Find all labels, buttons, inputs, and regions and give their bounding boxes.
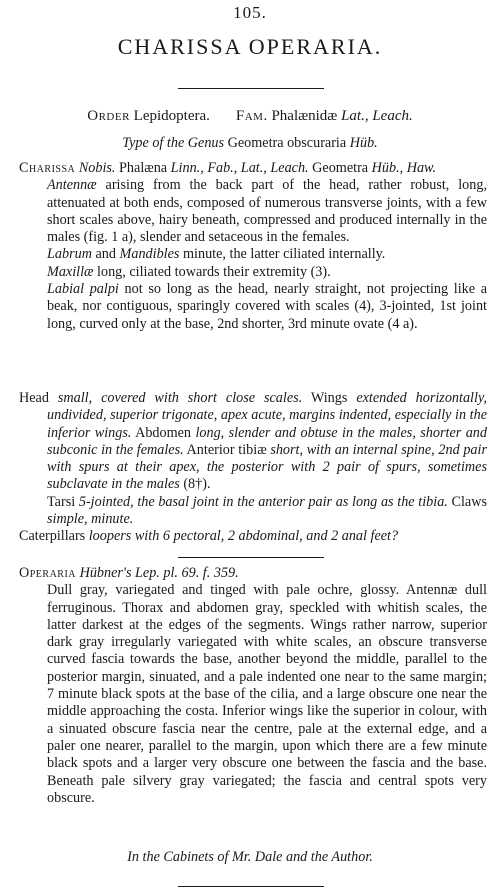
palpi-text: not so long as the head, nearly straight, not projecting like a beak, nor contiguous, sparingly covered with scales (4), 3-jointed, 1st joint long, curved only at the base, 2nd shorter, 3rd minute ovate (4 a). <box>47 281 487 332</box>
tibiae-label: Anterior tibiæ <box>183 441 267 458</box>
species-reference: Hübner's Lep. pl. 69. f. 359. <box>76 565 239 581</box>
maxillae-term: Maxillæ <box>47 263 94 280</box>
head-text: small, covered with short close scales. <box>48 390 303 406</box>
claws-label: Claws <box>447 493 487 510</box>
caterpillar-label: Caterpillars <box>19 528 86 545</box>
family-authors: Lat., Leach. <box>341 108 413 124</box>
family-value: Phalænidæ <box>271 108 338 124</box>
caterpillar-text: loopers with 6 pectoral, 2 abdominal, and 2 anal feet? <box>85 528 399 545</box>
labrum-term: Labrum <box>47 246 92 263</box>
bottom-divider <box>178 886 324 887</box>
genus-author: Nobis. <box>78 160 116 176</box>
mandibles-text: minute, the latter ciliated internally. <box>179 246 386 263</box>
claws-text: simple, minute. <box>47 511 134 528</box>
type-species: Geometra obscuraria <box>227 135 347 151</box>
order-label: Order <box>87 108 130 124</box>
genus-characters <box>19 160 487 333</box>
labrum-paragraph <box>47 246 487 263</box>
head-characters <box>19 390 487 546</box>
antennae-paragraph <box>47 177 487 246</box>
synonym-geometra-authors: Hüb., Haw. <box>371 160 437 176</box>
tibiae-text: short, with an internal spine, 2nd pair with spurs at their apex, the posterior with 2 pair of spurs, sometimes subclavate in the males <box>47 441 487 493</box>
wings-text: extended horizontally, undivided, superior trigonate, apex acute, margins indented, especially in the inferior wings. <box>47 390 487 441</box>
type-of-genus-line <box>0 135 500 152</box>
abdomen-label: Abdomen <box>131 424 192 441</box>
species-heading <box>19 565 487 582</box>
species-description-text: Dull gray, variegated and tinged with pale ochre, glossy. Antennæ dull ferruginous. Thorax and abdomen gray, speckled with whitish scales, the latter darkest at the edges of the segments. Wings rather narrow, superior dark gray irregularly variegated with white scales, an obscure transverse curved fascia towards the base, another beyond the middle, parallel to the posterior margin, sinuated, and a pale indented one near to the same margin; 7 minute black spots at the base of the cilia, and a large obscure one near the middle approaching the costa. Inferior wings like the superior in colour, with a sinuated obscure fascia near the centre, pale at the external edge, and a paler one nearer, parallel to the margin, upon which there are a few minute black spots and a larger very obscure one between the fascia and the base. Beneath pale silvery gray variegated; the fascia and central spots very obscure. <box>47 582 487 806</box>
abdomen-text: long, slender and obtuse in the males, shorter and subconic in the females. <box>47 424 487 458</box>
page-number: 105. <box>233 3 267 22</box>
tarsi-paragraph <box>47 494 487 529</box>
type-prefix: Type of the Genus <box>122 135 225 151</box>
palpi-term: Labial palpi <box>47 281 119 298</box>
maxillae-text: long, ciliated towards their extremity (3). <box>93 263 331 280</box>
family-label: Fam. <box>235 108 268 124</box>
wings-label: Wings <box>302 390 348 406</box>
caterpillar-paragraph <box>19 528 487 545</box>
genus-name: Charissa <box>19 160 76 176</box>
tarsi-text: 5-jointed, the basal joint in the anterior pair as long as the tibia. <box>75 493 448 510</box>
page-title: CHARISSA OPERARIA. <box>117 34 383 59</box>
tibiae-figure-ref: (8†). <box>179 476 211 493</box>
synonym-phalaena: Phalæna <box>115 160 171 176</box>
species-description <box>19 565 487 807</box>
antennae-text: arising from the back part of the head, rather robust, long, attenuated at both ends, composed of numerous transverse joints, with a few short scales above, hairy beneath, compressed and produced internally in the males (fig. 1 a), slender and setaceous in the females. <box>47 177 487 246</box>
type-author: Hüb. <box>349 135 378 151</box>
antennae-term: Antennæ <box>47 177 97 194</box>
head-paragraph <box>19 390 487 494</box>
title-divider <box>178 88 324 89</box>
synonym-geometra: Geometra <box>308 160 372 176</box>
classification-line <box>0 108 500 125</box>
tarsi-label: Tarsi <box>47 493 76 510</box>
mandibles-term: Mandibles <box>119 246 180 263</box>
maxillae-paragraph <box>47 264 487 281</box>
head-label: Head <box>19 390 49 406</box>
order-value: Lepidoptera. <box>133 108 210 124</box>
species-name: Operaria <box>19 565 77 581</box>
synonym-phalaena-authors: Linn., Fab., Lat., Leach. <box>170 160 309 176</box>
palpi-paragraph <box>47 281 487 333</box>
section-divider <box>178 557 324 558</box>
labrum-and: and <box>91 246 120 263</box>
genus-synonymy <box>19 160 487 177</box>
cabinet-note: In the Cabinets of Mr. Dale and the Author. <box>127 849 373 865</box>
